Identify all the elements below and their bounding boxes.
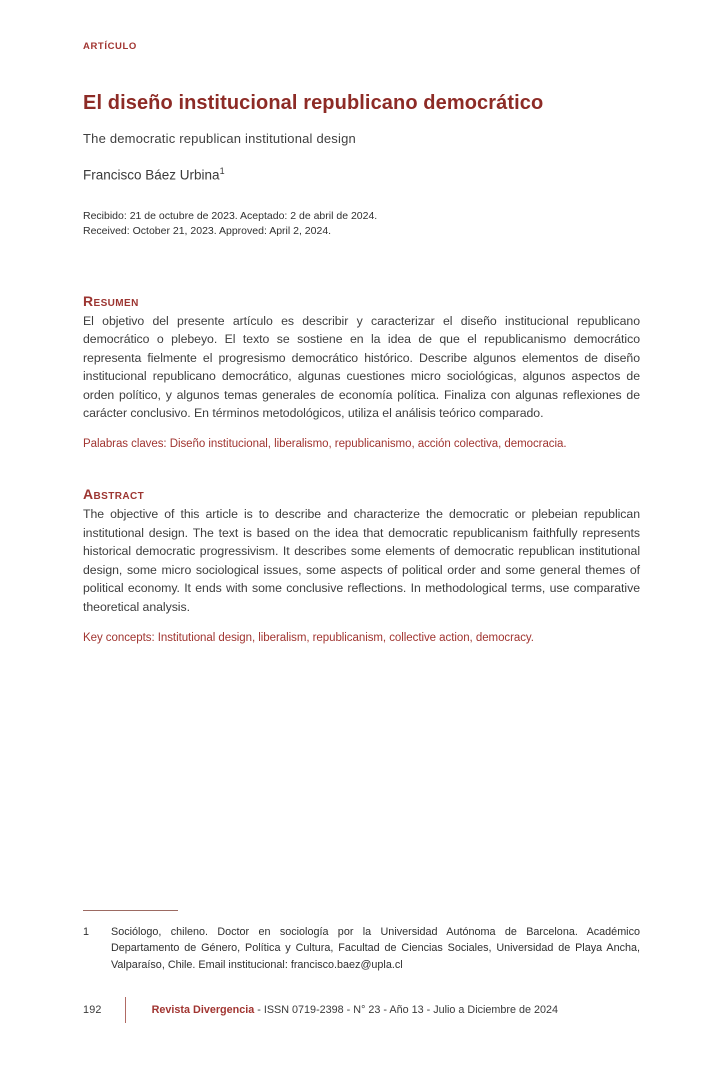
footer-divider	[125, 997, 126, 1023]
abstract-heading: Abstract	[83, 486, 145, 503]
page-number: 192	[83, 1004, 102, 1016]
author-line	[83, 166, 640, 183]
footnote-divider	[83, 910, 178, 911]
resumen-body: El objetivo del presente artículo es describir y caracterizar el diseño institucional republicano democrático o plebeyo. El texto se sostiene en la idea de que el republicanismo democrático representa fielmente el progresismo democrático histórico. Describe algunos elementos de diseño institucional republicano democrático, algunas cuestiones micro sociológicas, algunos aspectos de orden político, y algunos temas generales de economía política. Finaliza con algunas reflexiones de carácter conclusivo. En términos metodológicos, utiliza el análisis teórico comparado.	[83, 313, 640, 421]
footnote-number: 1	[83, 926, 90, 938]
resumen-keywords: Palabras claves: Diseño institucional, liberalismo, republicanismo, acción colectiva, democracia.	[83, 438, 567, 451]
footer-journal-line	[152, 1004, 558, 1016]
abstract-body: The objective of this article is to describe and characterize the democratic or plebeian republican institutional design. The text is based on the idea that democratic republicanism faithfully represents historical democratic progressivism. It describes some elements of democratic republican institutional design, some micro sociological issues, some aspects of political order and some general themes of political economy. It ends with some conclusive reflections. In methodological terms, use comparative theoretical analysis.	[83, 507, 640, 615]
dates-block	[83, 209, 640, 239]
dates-english: Received: October 21, 2023. Approved: April 2, 2024.	[83, 224, 332, 237]
journal-issue-info: - ISSN 0719-2398 - N° 23 - Año 13 - Julio a Diciembre de 2024	[254, 1004, 559, 1016]
footnote	[83, 924, 640, 973]
article-type-kicker: ARTÍCULO	[83, 41, 137, 52]
page-footer	[83, 997, 640, 1023]
footnote-area	[83, 910, 640, 973]
resumen-heading: Resumen	[83, 292, 139, 309]
footnote-text: Sociólogo, chileno. Doctor en sociología por la Universidad Autónoma de Barcelona. Académico Departamento de Género, Política y Cultura, Facultad de Ciencias Sociales, Universidad de Playa Ancha, Valparaíso, Chile. Email institucional: francisco.baez@upla.cl	[111, 926, 640, 971]
article-subtitle-english: The democratic republican institutional design	[83, 131, 356, 146]
dates-spanish: Recibido: 21 de octubre de 2023. Aceptado: 2 de abril de 2024.	[83, 209, 378, 222]
article-title: El diseño institucional republicano democrático	[83, 92, 544, 114]
author-footnote-mark: 1	[219, 166, 225, 176]
journal-name: Revista Divergencia	[151, 1004, 255, 1016]
author-name: Francisco Báez Urbina	[83, 167, 220, 183]
abstract-keywords: Key concepts: Institutional design, liberalism, republicanism, collective action, democracy.	[83, 631, 534, 644]
article-page	[0, 41, 724, 1065]
